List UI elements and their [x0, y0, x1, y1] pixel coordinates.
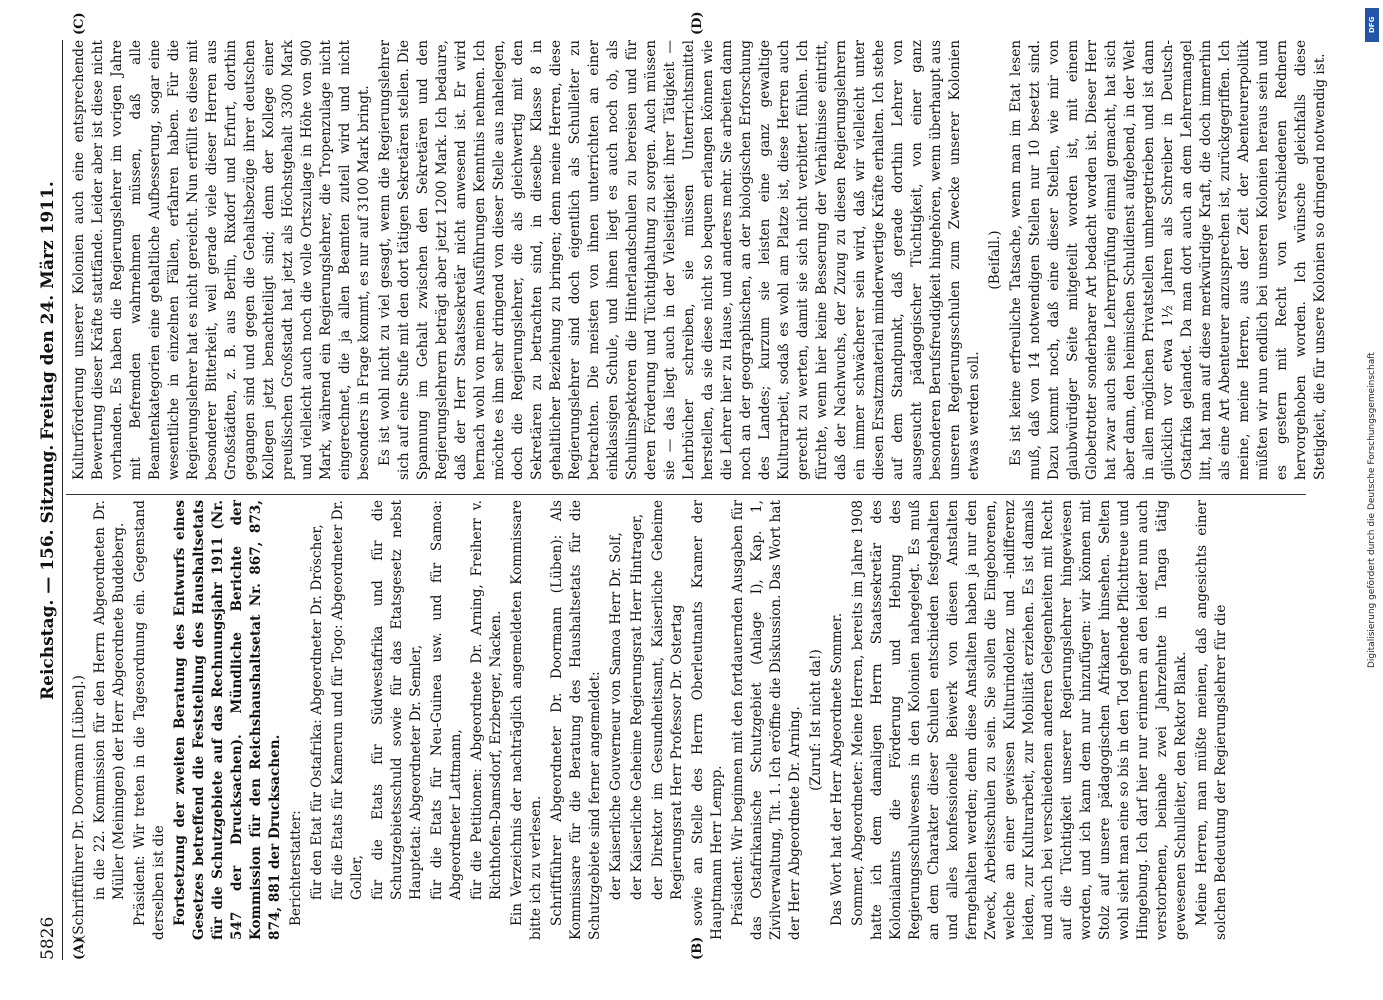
- paragraph: Berichterstatter:: [288, 810, 304, 926]
- paragraph: Ein Verzeichnis der nachträglich angemeldeten Kommissare bitte ich zu verlesen.: [509, 500, 544, 940]
- digitization-credit: Digitalisierung gefördert durch die Deutsche Forschungsgemeinschaft: [1367, 352, 1377, 668]
- header-left-title: Reichstag. — 156. Sitzung.: [38, 444, 58, 700]
- paragraph: der Kaiserliche Geheime Regierungsrat Herr Hintrager,: [629, 513, 645, 900]
- paragraph: in die 22. Kommission für den Herrn Abgeordneten Dr. Müller (Meiningen) der Herr Abgeordnete Buddeberg.: [92, 500, 127, 900]
- paragraph: der Kaiserliche Gouverneur von Samoa Herr Dr. Solf,: [608, 532, 624, 900]
- paragraph: (Zuruf: Ist nicht da!): [808, 649, 824, 791]
- paragraph: für die Etats für Südwestafrika und für die Schutzgebietsschuld sowie für das Etatsgesetz nebst Hauptetat: Abgeordneter Dr. Semler,: [370, 500, 424, 900]
- dfg-logo: DFG: [1365, 8, 1379, 42]
- paragraph: (Schriftführer Dr. Doormann [Lüben].): [71, 675, 87, 940]
- margin-letter-b: (B): [690, 936, 705, 960]
- paragraph: für die Petitionen: Abgeordnete Dr. Arning, Freiherr v. Richthofen-Damsdorf, Erzberger, Nacken.: [469, 500, 504, 900]
- paragraph: (Beifall.): [987, 230, 1003, 290]
- paragraph: Meine Herren, man müßte meinen, daß angesichts einer solchen Bedeutung der Regierungslehrer für die: [1194, 500, 1229, 940]
- paragraph: Kulturförderung unserer Kolonien auch eine entsprechende Bewertung dieser Kräfte stattfände. Leider aber ist diese nicht vorhanden. Es haben die Regierungslehrer im vorigen Jahre mit Befremden wahrnehmen müssen, daß alle Beamtenkategorien eine gehaltliche Aufbesserung, sogar eine wesentliche in einzelnen Fällen, erfahren haben. Für die Regierungslehrer hat es nicht gereicht. Nun erfüllt es diese mit besonderer Bitterkeit, weil gerade viele dieser Herren aus Großstädten, z. B. aus Berlin, Rixdorf und Erfurt, dorthin gegangen sind und gegen die Gehaltsbezüge ihrer deutschen Kollegen jetzt benachteiligt sind; denn der Kollege einer preußischen Großstadt hat jetzt als Höchstgehalt 3300 Mark und vielleicht auch noch die volle Ortszulage in Höhe von 900 Mark, während ein Regierungslehrer, die Tropenzulage nicht eingerechnet, die ja allen Beamten zuteil wird und nicht besonders in Frage kommt, es nur auf 3100 Mark bringt.: [71, 40, 372, 480]
- page-number: 5826: [38, 916, 58, 960]
- paragraph: für den Etat für Ostafrika: Abgeordneter Dr. Dröscher,: [309, 524, 325, 900]
- paragraph: Präsident: Wir treten in die Tagesordnung ein. Gegenstand derselben ist die: [132, 500, 167, 940]
- paragraph: Schriftführer Abgeordneter Dr. Doormann (Lüben): Als Kommissare für die Beratung des Haushaltsetats für die Schutzgebiete sind ferner angemeldet:: [549, 500, 603, 940]
- header-right-title: Freitag den 24. März 1911.: [38, 181, 58, 440]
- paragraph: Es ist wohl nicht zu viel gesagt, wenn die Regierungslehrer sich auf eine Stufe mit den dort tätigen Sekretären stellen. Die Spannung im Gehalt zwischen den Sekretären und den Regierungslehrern beträgt aber jetzt 1200 Mark. Ich bedaure, daß der Herr Staatssekretär nicht anwesend ist. Er wird hernach wohl von meinen Ausführungen Kenntnis nehmen. Ich möchte es ihm sehr dringend von dieser Stelle aus nahelegen, doch die Regierungslehrer, die als gleichwertig mit den Sekretären zu betrachten sind, in dieselbe Klasse 8 in gehaltlicher Beziehung zu bringen; denn meine Herren, diese Regierungslehrer sind doch eigentlich als Schulleiter zu betrachten. Die meisten von ihnen unterrichten an einer einklassigen Schule, und ihnen liegt es auch noch ob, als Schulinspektoren die Hinterlandschulen zu bereisen und für deren Förderung und Tüchtighaltung zu sorgen. Auch müssen sie — das liegt auch in der Vielseitigkeit ihrer Tätigkeit — Lehrbücher schreiben, sie müssen Unterrichtsmittel herstellen, da sie diese nicht so bequem erlangen können wie die Lehrer hier zu Hause, und anderes mehr. Sie arbeiten dann noch an der geographischen, an der biologischen Erforschung des Landes; kurzum sie leisten eine ganz gewaltige Kulturarbeit, sodaß es wohl am Platze ist, diese Herren auch gerecht zu werten, damit sie sich nicht verbittert fühlen. Ich fürchte, wenn hier keine Besserung der Verhältnisse eintritt, daß der Nachwuchs, der Zuzug zu diesen Regierungslehrern ein immer schwächerer sein wird, daß wir vielleicht unter diesen Ersatzmaterial minderwertige Kräfte erhalten. Ich stehe auf dem Standpunkt, daß gerade dorthin Lehrer von ausgesucht pädagogischer Tüchtigkeit, von einer ganz besonderen Berufsfreudigkeit hingehören, wenn überhaupt aus unseren Regierungsschulen zum Zwecke unserer Kolonien etwas werden soll.: [377, 40, 982, 480]
- margin-letter-a: (A): [72, 937, 87, 960]
- margin-letter-c: (C): [72, 12, 87, 35]
- left-column: [70, 500, 1233, 940]
- paragraph: Sommer, Abgeordneter: Meine Herren, bereits im Jahre 1908 hatte ich dem damaligen Herrn Staatssekretär des Kolonialamts die Förderung und Hebung des Regierungsschulwesens in den Kolonien nahegelegt. Es muß an dem Charakter dieser Schulen entschieden festgehalten und alles konfessionelle Beiwerk von diesen Anstalten ferngehalten werden; denn diese Anstalten haben ja nur den Zweck, Arbeitsschulen zu sein. Sie sollen die Eingeborenen, welche an einer gewissen Kulturindolenz und -indifferenz leiden, zur Kulturarbeit, zur Mobilität erziehen. Es ist damals und auch bei verschiedenen anderen Gelegenheiten mit Recht auf die Tüchtigkeit unserer Regierungslehrer hingewiesen worden, und ich kann dem nur hinzufügen: wir können mit Stolz auf unsere pädagogischen Afrikaner hinsehen. Selten wohl sieht man eine so bis in den Tod gehende Pflichttreue und Hingebung. Ich darf hier nur erinnern an den leider nun auch verstorbenen, beinahe zwei Jahrzehnte in Tanga tätig gewesenen Schulleiter, den Rektor Blank.: [850, 500, 1189, 940]
- paragraph: Präsident: Wir beginnen mit den fortdauernden Ausgaben für das Ostafrikanische Schutzgebiet (Anlage I), Kap. 1, Zivilverwaltung, Tit. 1. Ich eröffne die Diskussion. Das Wort hat der Herr Abgeordnete Dr. Arning.: [730, 500, 803, 940]
- paragraph: der Direktor im Gesundheitsamt, Kaiserliche Geheime Regierungsrat Herr Professor Dr. Ostertag: [650, 500, 685, 900]
- right-column: [70, 40, 1332, 480]
- column-divider: [66, 494, 1306, 495]
- margin-letter-d: (D): [690, 11, 705, 35]
- agenda-item: Fortsetzung der zweiten Beratung des Entwurfs eines Gesetzes betreffend die Feststellung des Haushaltsetats für die Schutzgebiete auf das Rechnungsjahr 1911 (Nr. 547 der Drucksachen). Mündliche Berichte der Kommission für den Reichshaushaltsetat Nr. 867, 873, 874, 881 der Drucksachen.: [172, 500, 283, 940]
- paragraph: sowie an Stelle des Herrn Oberleutnants Kramer der Hauptmann Herr Lempp.: [690, 500, 725, 940]
- paragraph: Es ist keine erfreuliche Tatsache, wenn man im Etat lesen muß, daß von 14 notwendigen Stellen nur 10 besetzt sind. Dazu kommt noch, daß eine dieser Stellen, wie mir von glaubwürdiger Seite mitgeteilt worden ist, mit einem Globetrotter sonderbarer Art bedacht worden ist. Dieser Herr hat zwar auch seine Lehrerprüfung einmal gemacht, hat sich aber dann, den heimischen Schuldienst aufgebend, in der Welt in allen möglichen Privatstellen umhergetrieben und ist dann glücklich vor etwa 1½ Jahren als Schreiber in Deutsch-Ostafrika gelandet. Da man dort auch an dem Lehrermangel litt, hat man auf diese merkwürdige Kraft, die doch immerhin als eine Art Abenteurer anzusprechen ist, zurückgegriffen. Ich meine, meine Herren, aus der Zeit der Abenteurerpolitik müßten wir nun endlich bei unseren Kolonien heraus sein und es gestern mit Recht von verschiedenen Rednern hervorgehoben worden. Ich wünsche gleichfalls diese Stetigkeit, die für unsere Kolonien so dringend notwendig ist.: [1008, 40, 1328, 480]
- paragraph: für die Etats für Neu-Guinea usw. und für Samoa: Abgeordneter Lattmann,: [429, 500, 464, 900]
- running-header: [36, 40, 63, 960]
- paragraph: Das Wort hat der Herr Abgeordnete Sommer.: [829, 612, 845, 926]
- paragraph: für die Etats für Kamerun und für Togo: Abgeordneter Dr. Goller,: [330, 500, 365, 900]
